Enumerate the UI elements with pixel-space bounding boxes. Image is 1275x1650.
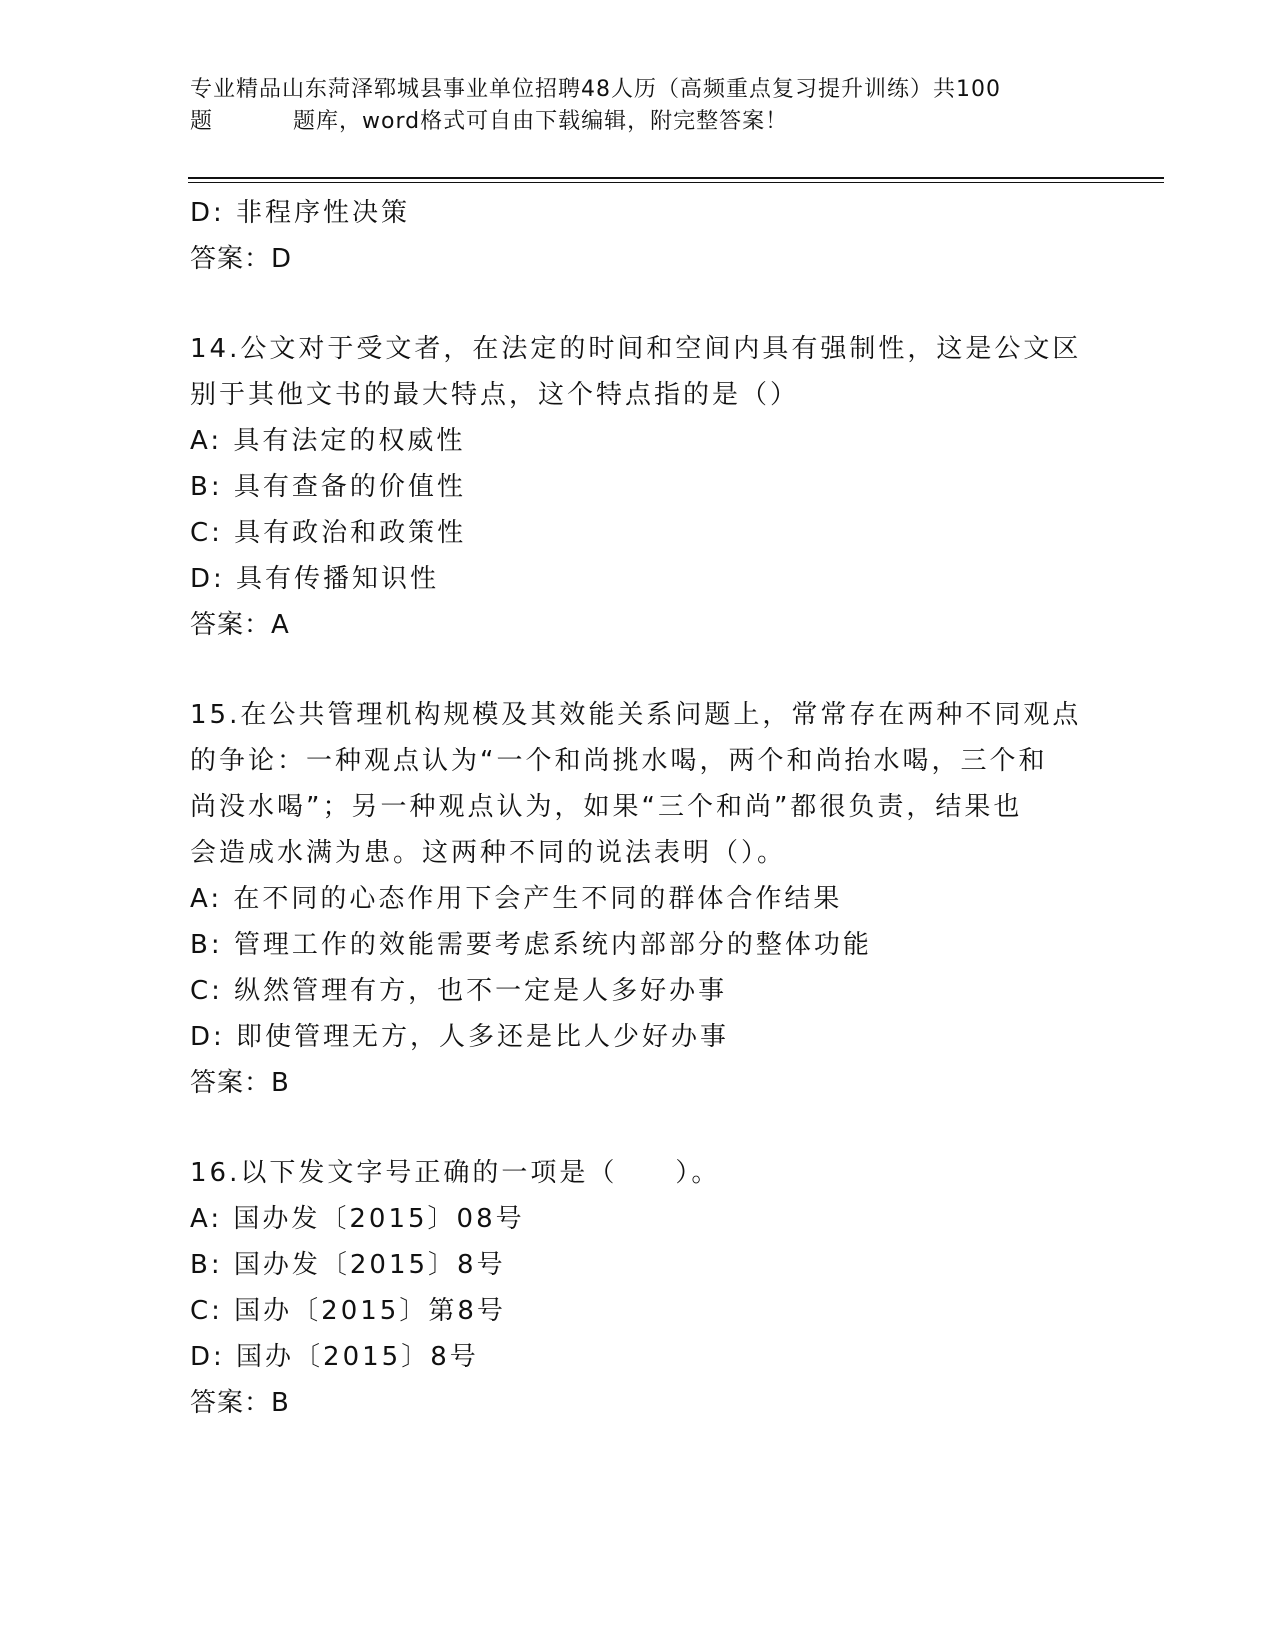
q15-stem-line2: 的争论：一种观点认为“一个和尚挑水喝，两个和尚抬水喝，三个和: [190, 746, 1048, 776]
header-divider-thin: [188, 182, 1164, 183]
q14-option-c: C: 具有政治和政策性: [190, 518, 467, 548]
header-title-line1: 专业精品山东菏泽郓城县事业单位招聘48人历（高频重点复习提升训练）共100: [190, 77, 1001, 102]
q14-answer: 答案：A: [190, 610, 290, 640]
q14-option-b: B: 具有查备的价值性: [190, 472, 466, 502]
q15-answer: 答案：B: [190, 1068, 290, 1098]
q16-option-d: D: 国办〔2015〕8号: [190, 1342, 479, 1372]
q15-option-c: C: 纵然管理有方，也不一定是人多好办事: [190, 976, 728, 1006]
header-title-line2-text: 题库，word格式可自由下载编辑，附完整答案！: [293, 109, 789, 134]
prev-answer: 答案：D: [190, 244, 293, 274]
q16-stem-line1: 16.以下发文字号正确的一项是（ ）。: [190, 1158, 721, 1188]
question-content: [190, 190, 1090, 1426]
q14-stem-line1: 14.公文对于受文者，在法定的时间和空间内具有强制性，这是公文区: [190, 334, 1082, 364]
q16-option-b: B: 国办发〔2015〕8号: [190, 1250, 506, 1280]
q15-option-a: A: 在不同的心态作用下会产生不同的群体合作结果: [190, 884, 843, 914]
q15-option-d: D: 即使管理无方，人多还是比人少好办事: [190, 1022, 730, 1052]
header-title-line2-prefix: 题: [190, 109, 214, 134]
q14-stem-line2: 别于其他文书的最大特点，这个特点指的是（）: [190, 380, 800, 410]
page-header: [190, 74, 1090, 138]
q16-answer: 答案：B: [190, 1388, 290, 1418]
q14-option-a: A: 具有法定的权威性: [190, 426, 466, 456]
header-divider: [188, 177, 1164, 179]
header-title-line2: [190, 106, 1090, 138]
q15-option-b: B: 管理工作的效能需要考虑系统内部部分的整体功能: [190, 930, 872, 960]
q16-option-a: A: 国办发〔2015〕08号: [190, 1204, 525, 1234]
q15-stem-line4: 会造成水满为患。这两种不同的说法表明（）。: [190, 838, 787, 868]
q15-stem-line1: 15.在公共管理机构规模及其效能关系问题上，常常存在两种不同观点: [190, 700, 1082, 730]
q15-stem-line3: 尚没水喝”；另一种观点认为，如果“三个和尚”都很负责，结果也: [190, 792, 1023, 822]
q14-option-d: D: 具有传播知识性: [190, 564, 440, 594]
q16-option-c: C: 国办〔2015〕第8号: [190, 1296, 506, 1326]
prev-option-d: D: 非程序性决策: [190, 198, 411, 228]
